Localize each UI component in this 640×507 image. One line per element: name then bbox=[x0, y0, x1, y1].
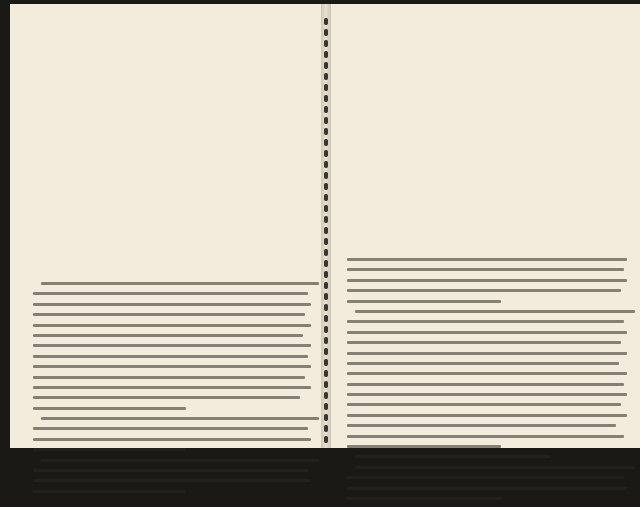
text-line bbox=[41, 459, 319, 462]
binding-hole bbox=[324, 183, 328, 190]
text-line bbox=[33, 365, 311, 368]
text-line bbox=[347, 435, 624, 438]
binding-hole bbox=[324, 436, 328, 443]
binding-hole bbox=[324, 238, 328, 245]
text-line bbox=[347, 487, 627, 490]
binding-hole bbox=[324, 51, 328, 58]
right-page bbox=[331, 4, 640, 448]
binding-hole bbox=[324, 172, 328, 179]
binding-hole bbox=[324, 271, 328, 278]
text-line bbox=[41, 417, 319, 420]
binding-hole bbox=[324, 139, 328, 146]
text-line bbox=[33, 479, 311, 482]
binding-hole bbox=[324, 326, 328, 333]
binding-hole bbox=[324, 95, 328, 102]
binding-hole bbox=[324, 403, 328, 410]
text-line bbox=[347, 258, 627, 261]
text-line bbox=[347, 414, 627, 417]
binding-hole bbox=[324, 29, 328, 36]
binding-hole bbox=[324, 392, 328, 399]
text-line bbox=[33, 334, 303, 337]
paragraph bbox=[347, 258, 627, 303]
paragraph bbox=[33, 282, 311, 410]
text-line bbox=[347, 320, 624, 323]
binding-hole bbox=[324, 359, 328, 366]
binding-hole bbox=[324, 205, 328, 212]
binding-hole bbox=[324, 260, 328, 267]
binding-hole bbox=[324, 194, 328, 201]
text-line bbox=[347, 300, 501, 303]
paragraph bbox=[347, 310, 627, 448]
text-line bbox=[33, 303, 311, 306]
binding-hole bbox=[324, 161, 328, 168]
text-line bbox=[355, 466, 635, 469]
text-line bbox=[33, 438, 311, 441]
binding-hole bbox=[324, 425, 328, 432]
text-line bbox=[347, 279, 627, 282]
text-line bbox=[33, 344, 311, 347]
text-line bbox=[33, 355, 308, 358]
text-line bbox=[347, 372, 627, 375]
binding-hole bbox=[324, 128, 328, 135]
binding-hole bbox=[324, 73, 328, 80]
text-line bbox=[33, 386, 311, 389]
text-line bbox=[33, 407, 186, 410]
binding-hole bbox=[324, 381, 328, 388]
text-line bbox=[347, 331, 627, 334]
text-line bbox=[347, 403, 621, 406]
binding-hole bbox=[324, 227, 328, 234]
text-line bbox=[33, 427, 308, 430]
binding-hole bbox=[324, 315, 328, 322]
text-line bbox=[355, 455, 551, 458]
text-line bbox=[347, 383, 624, 386]
text-line bbox=[347, 424, 616, 427]
text-line bbox=[33, 292, 308, 295]
text-line bbox=[347, 497, 501, 500]
left-page bbox=[10, 4, 321, 448]
binding-hole bbox=[324, 62, 328, 69]
text-line bbox=[347, 362, 619, 365]
binding-hole bbox=[324, 249, 328, 256]
binding-hole bbox=[324, 293, 328, 300]
binding-hole bbox=[324, 337, 328, 344]
text-line bbox=[33, 448, 186, 451]
binding-hole bbox=[324, 304, 328, 311]
binding-hole bbox=[324, 18, 328, 25]
binding-hole bbox=[324, 282, 328, 289]
binding-hole bbox=[324, 150, 328, 157]
paragraph bbox=[33, 459, 311, 493]
text-line bbox=[33, 490, 186, 493]
text-line bbox=[33, 469, 308, 472]
text-line bbox=[347, 352, 627, 355]
text-line bbox=[347, 289, 621, 292]
text-line bbox=[41, 282, 319, 285]
binding-hole bbox=[324, 106, 328, 113]
binding-hole bbox=[324, 348, 328, 355]
binding-hole bbox=[324, 370, 328, 377]
text-line bbox=[347, 341, 621, 344]
text-line bbox=[33, 376, 305, 379]
paragraph bbox=[347, 466, 627, 500]
text-line bbox=[33, 396, 300, 399]
binding-hole bbox=[324, 117, 328, 124]
binding-hole bbox=[324, 40, 328, 47]
right-page-text bbox=[347, 258, 627, 507]
text-line bbox=[347, 393, 627, 396]
binding-hole bbox=[324, 216, 328, 223]
binding-hole bbox=[324, 414, 328, 421]
text-line bbox=[33, 313, 305, 316]
text-line bbox=[347, 268, 624, 271]
paragraph bbox=[33, 417, 311, 451]
left-page-text bbox=[33, 282, 311, 500]
binding-hole bbox=[324, 84, 328, 91]
text-line bbox=[347, 476, 624, 479]
book-gutter bbox=[321, 4, 331, 448]
text-line bbox=[33, 324, 311, 327]
text-line bbox=[355, 310, 635, 313]
paragraph bbox=[347, 455, 627, 458]
